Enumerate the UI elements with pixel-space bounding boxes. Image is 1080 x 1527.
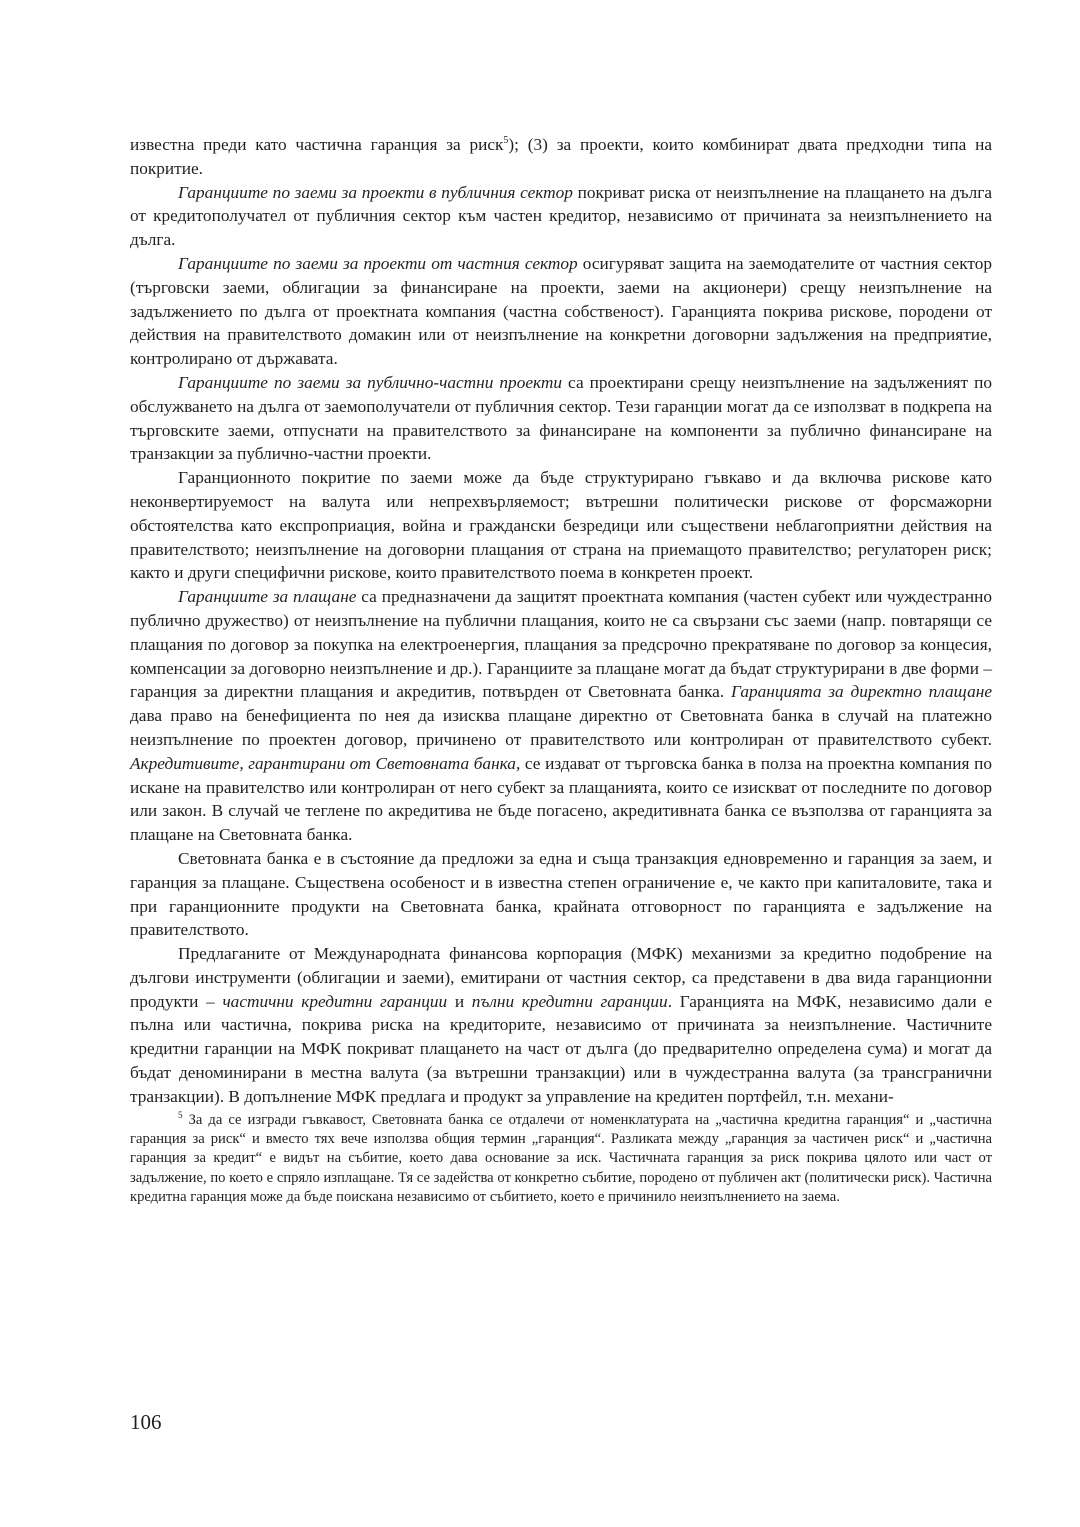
footnote-text: За да се изгради гъвкавост, Световната банка се отдалечи от номенклатурата на „частична кредитна гаранция“ и „частична гаранция за риск“ и вместо тях вече използва общия термин „гаранция“. Разликата между „гаранция за частичен риск“ и „частична гаранция за кредит“ е видът на събитие, което дава основание за иск. Частичната гаранция за риск покрива цялото или част от задължение, по което е спряло изплащане. Тя се задейства от конкретно събитие, породено от публичен акт (политически риск). Частична кредитна гаранция може да бъде поискана независимо от събитието, което е причинило неизпълнението на заема. [130, 1111, 992, 1206]
paragraph [130, 133, 992, 181]
footnote-paragraph [130, 1111, 992, 1208]
paragraph [130, 181, 992, 252]
italic-text: Гаранциите по заеми за проекти в публичния сектор [178, 182, 573, 202]
text-segment: Гаранционното покритие по заеми може да бъде структурирано гъвкаво и да включва рискове като неконвертируемост на валута или непрехвърляемост; вътрешни политически рискове от форсмажорни обстоятелства като експроприация, война и граждански безредици или съществени неблагоприятни действия на правителството; неизпълнение на договорни плащания от страна на приемащото правителство; регулаторен риск; както и други специфични рискове, които правителството поема в конкретен проект. [130, 468, 992, 583]
text-segment: ); (3) за проекти, които комбинират двата предходни типа на покритие. [130, 135, 992, 178]
italic-text: Гаранциите по заеми за проекти от частния сектор [178, 253, 578, 273]
text-segment: са предназначени да защитят проектната компания (частен субект или чуждестранно публично дружество) от неизпълнение на публични плащания, които не са свързани със заеми (напр. повтарящи се плащания по договор за покупка на електроенергия, плащания за предсрочно прекратяване по договор за концесия, компенсации за договорно неизпълнение и др.). Гаранциите за плащане могат да бъдат структурирани в две форми – гаранция за директни плащания и акредитив, потвърден от Световната банка. [130, 587, 992, 702]
paragraph [130, 371, 992, 466]
text-segment: покриват риска от неизпълнение на плащането на дълга от кредитополучател от публичния сектор към частен кредитор, независимо от причината за неизпълнението на дълга. [130, 182, 992, 250]
italic-text: пълни кредитни гаранции [471, 991, 668, 1011]
footnote [130, 1111, 992, 1208]
text-segment: Световната банка е в състояние да предложи за една и съща транзакция едновременно и гаранция за заем, и гаранция за плащане. Съществена особеност и в известна степен ограничение е, че както при капиталовите, така и при гаранционните продукти на Световната банка, крайната отговорност по гаранцията е задължение на правителството. [130, 848, 992, 940]
page-content [130, 133, 992, 1208]
italic-text: Гаранцията за директно плащане [730, 682, 992, 702]
paragraph [130, 942, 992, 1109]
text-segment: са проектирани срещу неизпълнение на задълженият по обслужването на дълга от заемополучатели от публичния сектор. Тези гаранции могат да се използват в подкрепа на търговските заеми, отпуснати на правителството за финансиране на компоненти за публично финансиране на транзакции за публично-частни проекти. [130, 372, 992, 464]
paragraph [130, 466, 992, 585]
paragraph [130, 252, 992, 371]
body-text [130, 133, 992, 1109]
italic-text: Акредитивите, гарантирани от Световната банка, [130, 753, 521, 773]
text-segment: осигуряват защита на заемодателите от частния сектор (търговски заеми, облигации за финансиране на проекти, заеми на акционери) срещу неизпълнение на задължението по дълга от проектната компания (частна собственост). Гаранцията покрива рискове, породени от действия на правителството домакин или от неизпълнение на конкретни договорни задължения на предприятие, контролирано от държавата. [130, 253, 992, 369]
text-segment: Предлаганите от Международната финансова корпорация (МФК) механизми за кредитно подобрение на дългови инструменти (облигации и заеми), емитирани от частния сектор, са представени в два вида гаранционни продукти – [130, 944, 992, 1011]
text-segment: и [447, 991, 472, 1011]
italic-text: Гаранциите по заеми за публично-частни проекти [178, 372, 562, 392]
italic-text: частични кредитни гаранции [222, 991, 448, 1011]
italic-text: Гаранциите за плащане [178, 587, 357, 607]
text-segment: . Гаранцията на МФК, независимо дали е пълна или частична, покрива риска на кредиторите, независимо от причината за неизпълнение. Частичните кредитни гаранции на МФК покриват плащането на част от дълга (до предварително определена сума) и могат да бъдат деноминирани в местна валута (за вътрешни транзакции) или в чуждестранна валута (за трансгранични транзакции). В допълнение МФК предлага и продукт за управление на кредитен портфейл, т.н. механи- [130, 991, 993, 1106]
text-segment: известна преди като частична гаранция за риск [130, 135, 504, 154]
page-number: 106 [130, 1410, 162, 1434]
text-segment: дава право на бенефициента по нея да изисква плащане директно от Световната банка в случай на платежно неизпълнение по проектен договор, причинено от правителството или контролиран от правителството субект. [130, 706, 992, 749]
text-segment: се издават от търговска банка в полза на проектна компания по искане на правителство или контролиран от него субект за плащанията, които се изискват от последните по договор или закон. В случай че теглене по акредитива не бъде погасено, акредитивната банка се възползва от гаранцията за плащане на Световната банка. [130, 753, 992, 845]
footnote-reference: 5 [503, 135, 509, 147]
footnote-marker: 5 [178, 1109, 183, 1120]
paragraph [130, 847, 992, 942]
paragraph [130, 585, 992, 847]
